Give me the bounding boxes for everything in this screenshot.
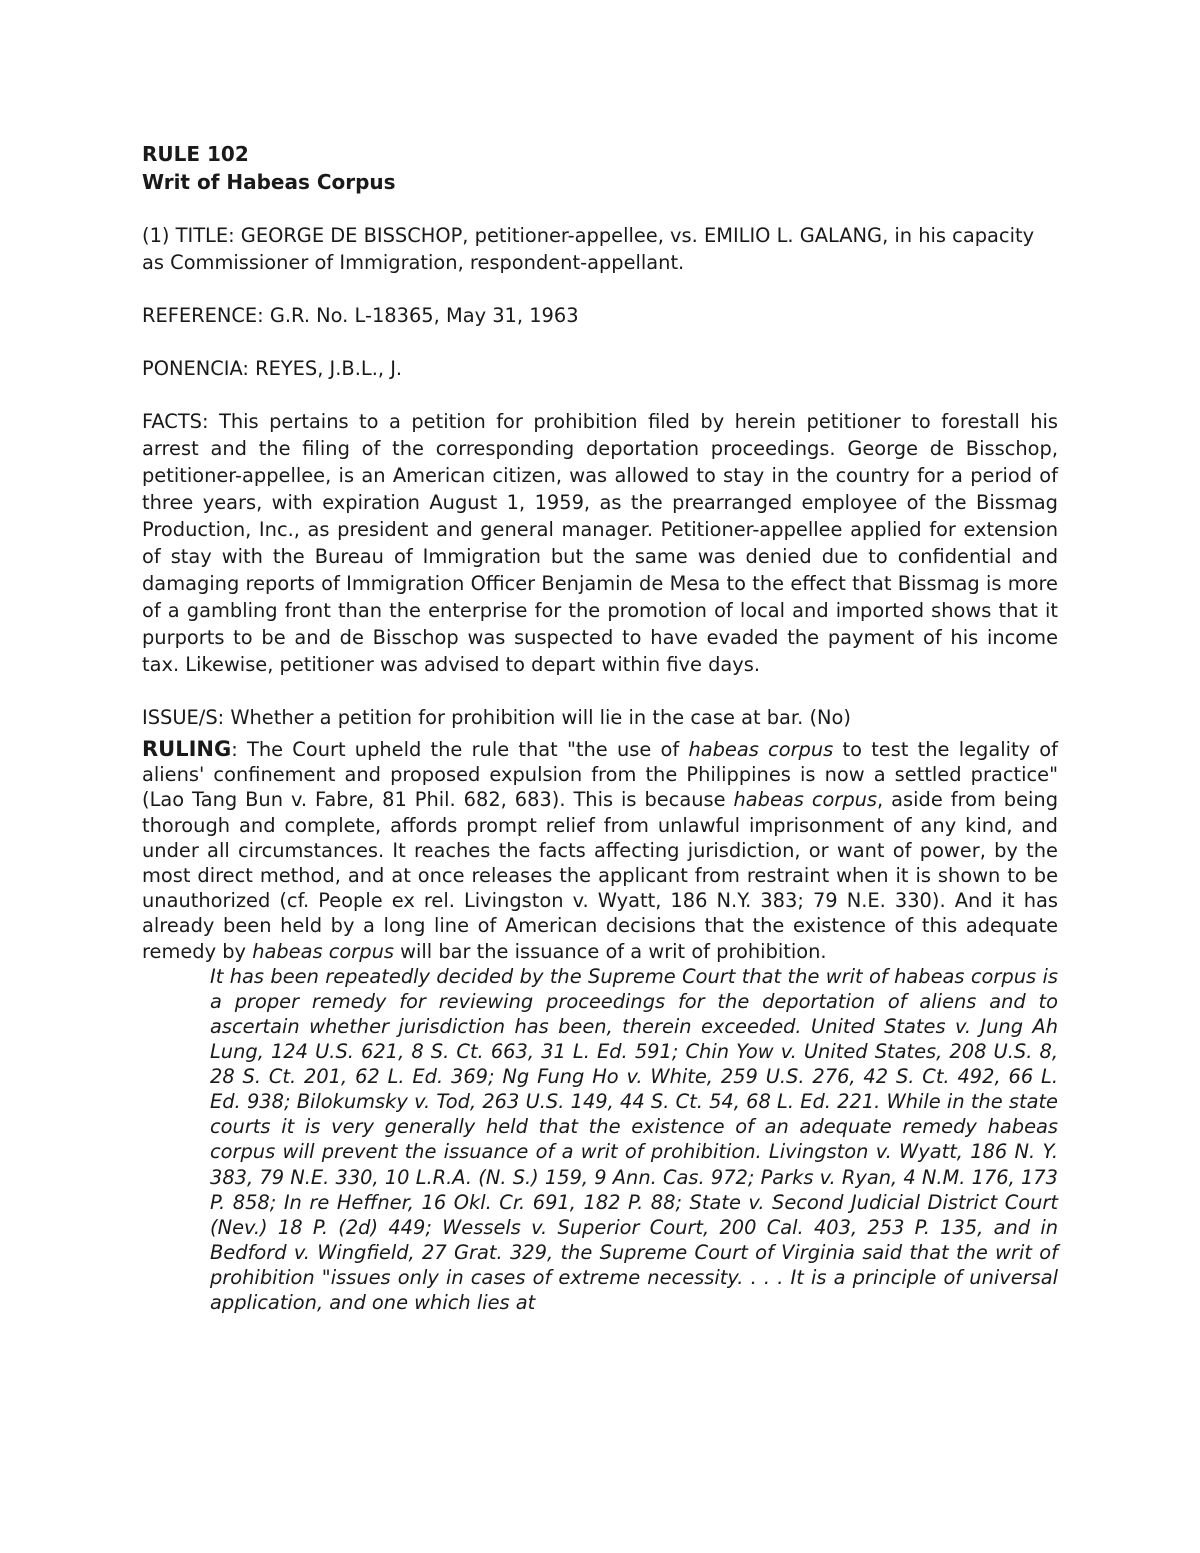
rule-title: Writ of Habeas Corpus xyxy=(142,170,396,194)
ruling-text-4: will bar the issuance of a writ of prohibition. xyxy=(393,939,827,963)
ruling-emphasis-2: habeas corpus xyxy=(733,788,878,812)
ruling-sep: : xyxy=(231,738,247,761)
ruling-text-1: The Court upheld the rule that "the use of xyxy=(247,738,689,761)
block-quote: It has been repeatedly decided by the Supreme Court that the writ of habeas corpus is a proper remedy for reviewing proceedings for the deportation of aliens and to ascertain whether jurisdiction has been, therein exceeded. United States v. Jung Ah Lung, 124 U.S. 621, 8 S. Ct. 663, 31 L. Ed. 591; Chin Yow v. United States, 208 U.S. 8, 28 S. Ct. 201, 62 L. Ed. 369; Ng Fung Ho v. White, 259 U.S. 276, 42 S. Ct. 492, 66 L. Ed. 938; Bilokumsky v. Tod, 263 U.S. 149, 44 S. Ct. 54, 68 L. Ed. 221. While in the state courts it is very generally held that the existence of an adequate remedy habeas corpus will prevent the issuance of a writ of prohibition. Livingston v. Wyatt, 186 N. Y. 383, 79 N.E. 330, 10 L.R.A. (N. S.) 159, 9 Ann. Cas. 972; Parks v. Ryan, 4 N.M. 176, 173 P. 858; In re Heffner, 16 Okl. Cr. 691, 182 P. 88; State v. Second Judicial District Court (Nev.) 18 P. (2d) 449; Wessels v. Superior Court, 200 Cal. 403, 253 P. 135, and in Bedford v. Wingfield, 27 Grat. 329, the Supreme Court of Virginia said that the writ of prohibition "issues only in cases of extreme necessity. . . . It is a principle of universal application, and one which lies at xyxy=(210,964,1058,1315)
document-page xyxy=(142,140,1058,1315)
case-ponencia: PONENCIA: REYES, J.B.L., J. xyxy=(142,357,403,380)
case-issue: ISSUE/S: Whether a petition for prohibition will lie in the case at bar. (No) xyxy=(142,706,851,729)
case-facts: FACTS: This pertains to a petition for prohibition filed by herein petitioner to forestall his arrest and the filing of the corresponding deportation proceedings. George de Bisschop, petitioner-appellee, is an American citizen, was allowed to stay in the country for a period of three years, with expiration August 1, 1959, as the prearranged employee of the Bissmag Production, Inc., as president and general manager. Petitioner-appellee applied for extension of stay with the Bureau of Immigration but the same was denied due to confidential and damaging reports of Immigration Officer Benjamin de Mesa to the effect that Bissmag is more of a gambling front than the enterprise for the promotion of local and imported shows that it purports to be and de Bisschop was suspected to have evaded the payment of his income tax. Likewise, petitioner was advised to depart within five days. xyxy=(142,410,1058,676)
ruling-text-2: to test the legality of aliens' confinement and proposed expulsion from the Philippines is now a settled practice" (Lao Tang Bun v. Fabre, 81 Phil. 682, 683). This is because xyxy=(142,738,1058,812)
rule-number: RULE 102 xyxy=(142,142,249,166)
ruling-emphasis-1: habeas corpus xyxy=(688,738,834,761)
ruling-label: RULING xyxy=(142,737,232,761)
case-reference: REFERENCE: G.R. No. L-18365, May 31, 1963 xyxy=(142,304,579,327)
case-title: (1) TITLE: GEORGE DE BISSCHOP, petitioner-appellee, vs. EMILIO L. GALANG, in his capacity as Commissioner of Immigration, respondent-appellant. xyxy=(142,224,1035,274)
ruling-text-3: , aside from being thorough and complete, affords prompt relief from unlawful imprisonment of any kind, and under all circumstances. It reaches the facts affecting jurisdiction, or want of power, by the most direct method, and at once releases the applicant from restraint when it is shown to be unauthorized (cf. People ex rel. Livingston v. Wyatt, 186 N.Y. 383; 79 N.E. 330). And it has already been held by a long line of American decisions that the existence of this adequate remedy by xyxy=(142,788,1058,963)
case-ruling xyxy=(142,737,1058,964)
ruling-emphasis-3: habeas corpus xyxy=(252,939,394,963)
